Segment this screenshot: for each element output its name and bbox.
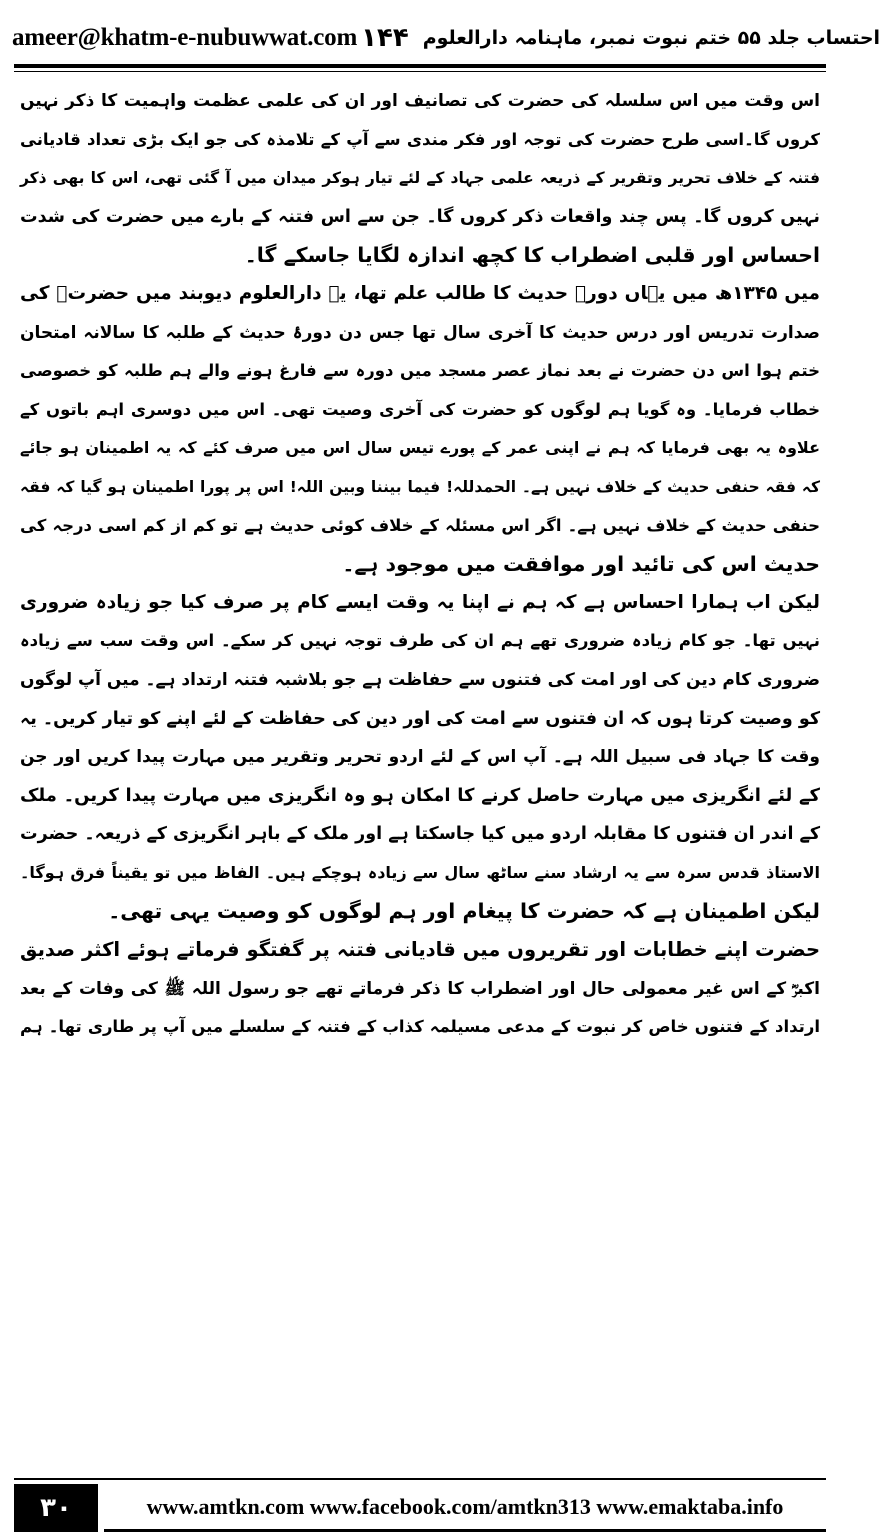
text-line: لیکن اطمینان ہے کہ حضرت کا پیغام اور ہم لوگوں کو وصیت یہی تھی۔ [108,899,820,924]
text-line: کے لئے انگریزی میں مہارت حاصل کرنے کا امکان ہو وہ انگریزی میں مہارت پیدا کریں۔ ملک [20,784,820,806]
text-line: صدارت تدریس اور درس حدیث کا آخری سال تھا جس دن دورۂ حدیث کے طلبہ کا سالانہ امتحان [20,322,820,343]
header-title: احتساب جلد ۵۵ ختم نبوت نمبر، ماہنامہ دارالعلوم [422,27,880,49]
header-right [357,23,880,53]
text-line: لیکن اب ہمارا احساس ہے کہ ہم نے اپنا یہ وقت ایسے کام پر صرف کیا جو زیادہ ضروری [20,591,820,613]
text-line: اس وقت میں اس سلسلہ کی حضرت کی تصانیف اور ان کی علمی عظمت واہمیت کا ذکر نہیں [20,91,820,111]
text-line: الاستاذ قدس سرہ سے یہ ارشاد سنے ساٹھ سال سے زیادہ ہوچکے ہیں۔ الفاظ میں تو یقیناً فرق ہوگا۔ [20,862,820,882]
text-line: حنفی حدیث کے خلاف نہیں ہے۔ اگر اس مسئلہ کے خلاف کوئی حدیث ہے تو کم از کم اسی درجہ کی [20,515,820,535]
text-line: حضرت اپنے خطابات اور تقریروں میں قادیانی فتنہ پر گفتگو فرماتے ہوئے اکثر صدیق [20,938,820,962]
page-footer [14,1484,826,1532]
footer-rule [14,1478,826,1480]
text-line: کے اندر ان فتنوں کا مقابلہ اردو میں کیا جاسکتا ہے اور ملک کے باہر انگریزی کے ذریعہ۔ حضرت [20,824,820,845]
text-line: نہیں کروں گا۔ پس چند واقعات ذکر کروں گا۔ جن سے اس فتنہ کے بارے میں حضرت کی شدت [20,206,820,227]
header-rule [14,64,826,68]
text-line: احساس اور قلبی اضطراب کا کچھ اندازہ لگایا جاسکے گا۔ [244,243,820,268]
header-rule-thin [14,71,826,72]
footer-links: www.amtkn.com www.facebook.com/amtkn313 www.emaktaba.info [104,1484,826,1532]
text-line: کروں گا۔اسی طرح حضرت کی توجہ اور فکر مندی سے آپ کے تلامذہ کی جو ایک بڑی تعداد قادیانی [20,129,820,149]
footer-page-number: ۳۰ [14,1484,98,1532]
text-line: خطاب فرمایا۔ وہ گویا ہم لوگوں کو حضرت کی آخری وصیت تھی۔ اس میں دوسری اہم باتوں کے [20,399,820,419]
text-line: وقت کا جہاد فی سبیل اللہ ہے۔ آپ اس کے لئے اردو تحریر وتقریر میں مہارت پیدا کریں اور جن [20,747,820,768]
text-line: نہیں تھا۔ جو کام زیادہ ضروری تھے ہم ان کی طرف توجہ نہیں کر سکے۔ اس وقت سب سے زیادہ [20,631,820,651]
text-line: کو وصیت کرتا ہوں کہ ان فتنوں سے امت کی اور دین کی حفاظت کے لئے اپنے کو تیار کریں۔ یہ [20,708,820,729]
text-line: اکبرؓ کے اس غیر معمولی حال اور اضطراب کا ذکر فرماتے تھے جو رسول اللہ ﷺ کی وفات کے بعد [20,978,820,999]
page-header [12,14,880,62]
text-line: حدیث اس کی تائید اور موافقت میں موجود ہے۔ [342,552,820,577]
text-line: ضروری کام دین کی اور امت کی فتنوں سے حفاظت ہے جو بلاشبہ فتنہ ارتداد ہے۔ میں آپ لوگوں [20,669,820,690]
text-line: ختم ہوا اس دن حضرت نے بعد نماز عصر مسجد میں دورہ سے فارغ ہونے والے ہم طلبہ کو خصوصی [20,361,820,381]
text-line: فتنہ کے خلاف تحریر وتقریر کے ذریعہ علمی جہاد کے لئے تیار ہوکر میدان میں آ گئی تھی، اس کا بھی ذکر [20,169,820,188]
text-line: میں ۱۳۴۵ھ میں یہاں دورۂ حدیث کا طالب علم تھا، یہ دارالعلوم دیوبند میں حضرتؒ کی [20,282,820,304]
header-page-number: ۱۴۴ [361,23,409,53]
body-text [20,82,820,1472]
text-line: ارتداد کے فتنوں خاص کر نبوت کے مدعی مسیلمہ کذاب کے فتنہ کے سلسلے میں آپ پر طاری تھا۔ ہم [20,1017,820,1037]
text-line: علاوہ یہ بھی فرمایا کہ ہم نے اپنی عمر کے پورے تیس سال اس میں صرف کئے کہ یہ اطمینان ہو جائے [20,438,820,458]
header-email: ameer@khatm-e-nubuwwat.com [12,24,358,51]
text-line: کہ فقہ حنفی حدیث کے خلاف نہیں ہے۔ الحمدللہ! فیما بیننا وبین اللہ! اس پر پورا اطمینان ہو گیا کہ فقہ [20,477,820,496]
